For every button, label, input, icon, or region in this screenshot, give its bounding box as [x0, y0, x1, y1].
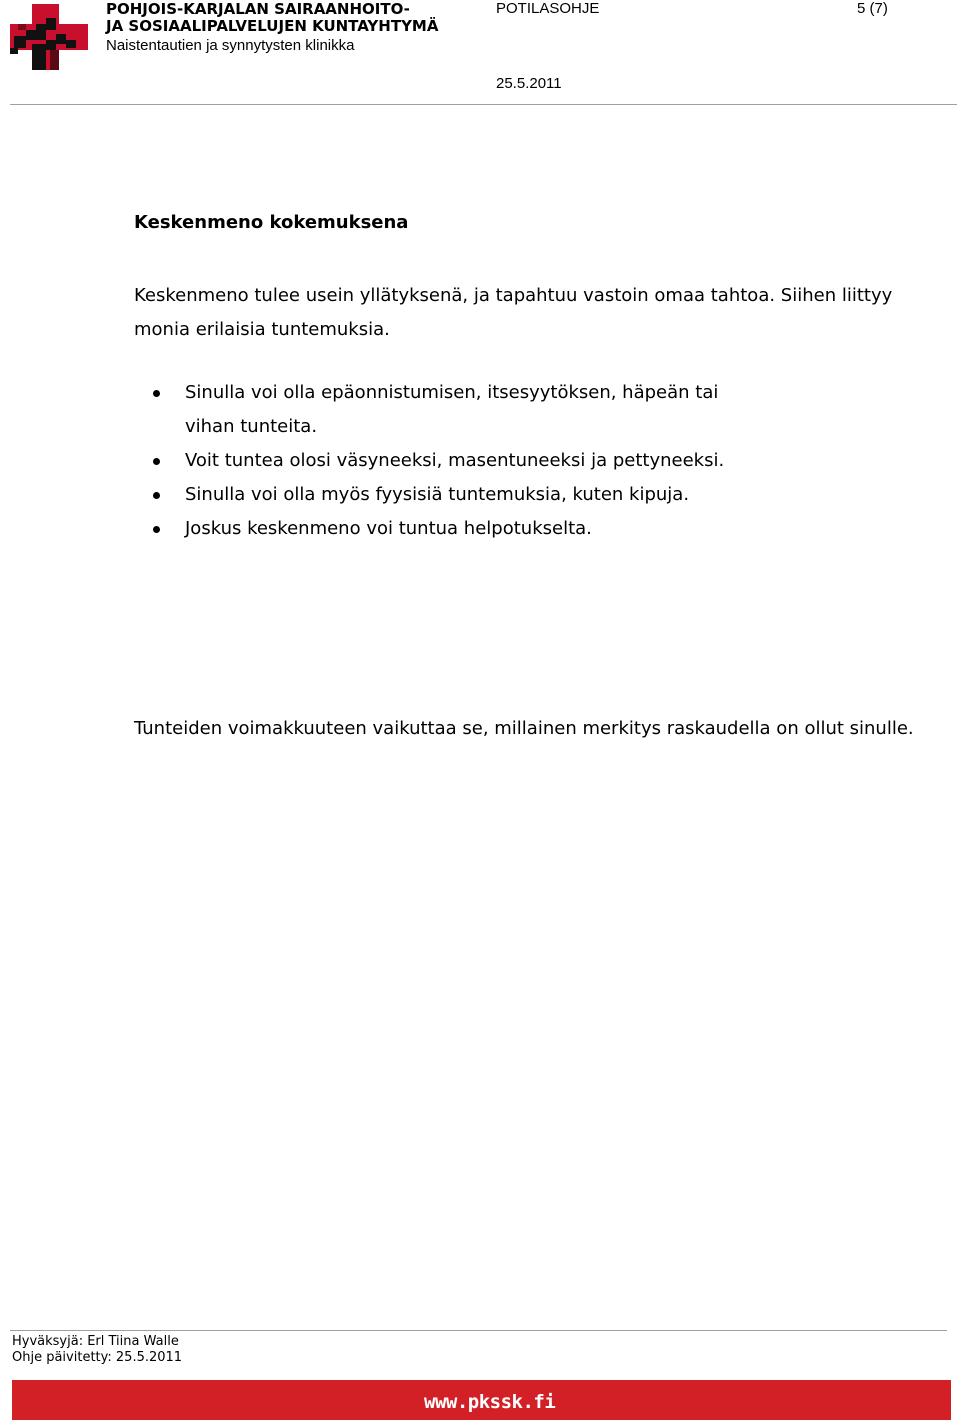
- bullet-icon: [153, 390, 160, 397]
- feelings-list: [134, 376, 734, 546]
- approver-text: Hyväksyjä: Erl Tiina Walle: [12, 1334, 179, 1349]
- list-item: [134, 512, 734, 546]
- page-number: 5 (7): [857, 0, 888, 17]
- document-date: 25.5.2011: [496, 75, 562, 92]
- list-item: [134, 376, 734, 444]
- section-heading: Keskenmeno kokemuksena: [134, 212, 409, 233]
- bullet-icon: [153, 492, 160, 499]
- intro-paragraph: Keskenmeno tulee usein yllätyksenä, ja tapahtuu vastoin omaa tahtoa. Siihen liittyy monia erilaisia tuntemuksia.: [134, 285, 893, 340]
- list-item-text: Sinulla voi olla epäonnistumisen, itsesyytöksen, häpeän tai vihan tunteita.: [185, 382, 719, 437]
- list-item: [134, 478, 734, 512]
- bullet-icon: [153, 458, 160, 465]
- list-item-text: Joskus keskenmeno voi tuntua helpotukselta.: [185, 518, 592, 539]
- bullet-icon: [153, 526, 160, 533]
- updated-date-text: Ohje päivitetty: 25.5.2011: [12, 1350, 183, 1365]
- hospital-logo-icon: [10, 4, 88, 70]
- header-divider: [10, 104, 957, 105]
- organization-unit: Naistentautien ja synnytysten klinikka: [106, 37, 355, 54]
- list-item-text: Voit tuntea olosi väsyneeksi, masentuneeksi ja pettyneeksi.: [185, 450, 725, 471]
- document-type: POTILASOHJE: [496, 0, 600, 17]
- footer-divider: [10, 1330, 947, 1331]
- website-link[interactable]: www.pkssk.fi: [424, 1391, 556, 1413]
- organization-name-line2: JA SOSIAALIPALVELUJEN KUNTAYHTYMÄ: [106, 17, 439, 35]
- organization-name-line1: POHJOIS-KARJALAN SAIRAANHOITO-: [106, 0, 410, 18]
- list-item: [134, 444, 734, 478]
- closing-paragraph: Tunteiden voimakkuuteen vaikuttaa se, millainen merkitys raskaudella on ollut sinulle.: [134, 718, 914, 739]
- list-item-text: Sinulla voi olla myös fyysisiä tuntemuksia, kuten kipuja.: [185, 484, 690, 505]
